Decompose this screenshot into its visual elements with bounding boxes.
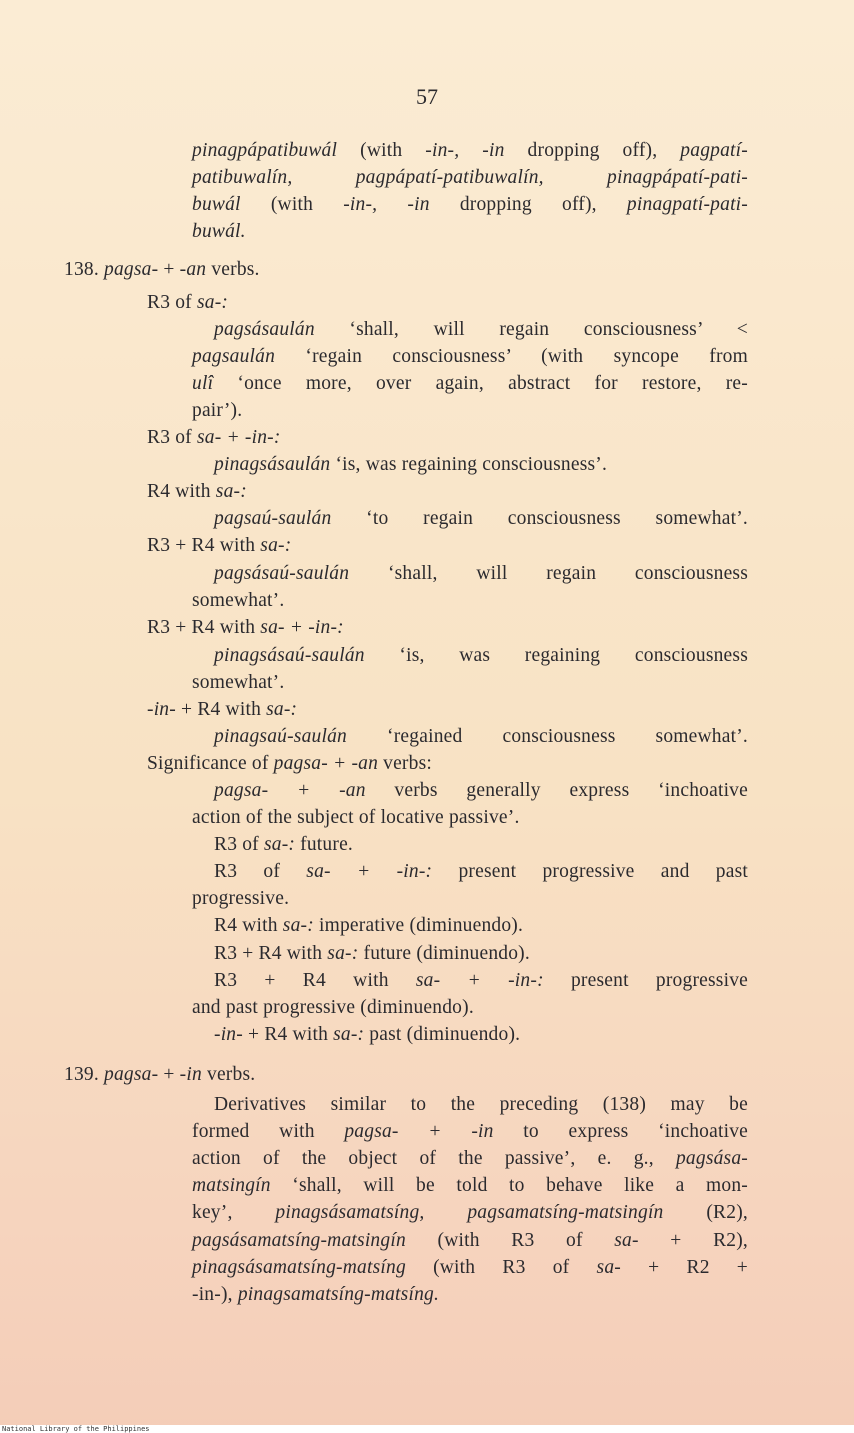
s139-line-3: action of the object of the passive’, e. g., pagsása- [192, 1148, 748, 1169]
r3-sa-example-line-3: ulî ‘once more, over again, abstract for restore, re- [192, 373, 748, 394]
r3-r4-sa-in-label: R3 + R4 with sa- + -in-: [147, 617, 344, 638]
footer-attribution: National Library of the Philippines [0, 1425, 854, 1433]
r3-r4-sa-label: R3 + R4 with sa-: [147, 535, 292, 556]
r4-sa-label: R4 with sa-: [147, 481, 247, 502]
section-138-heading: 138. pagsa- + -an verbs. [64, 259, 260, 280]
r3-r4-sa-in-example-line-2: somewhat’. [192, 672, 285, 693]
significance-line-9: and past progressive (diminuendo). [192, 997, 474, 1018]
in-r4-sa-label: -in- + R4 with sa-: [147, 699, 298, 720]
significance-line-7: R3 + R4 with sa-: future (diminuendo). [214, 943, 530, 964]
s139-line-7: pinagsásamatsíng-matsíng (with R3 of sa- + R2 + [192, 1257, 749, 1278]
s139-line-6: pagsásamatsíng-matsingín (with R3 of sa- + R2), [192, 1230, 748, 1251]
intro-line-3: buwál (with -in-, -in dropping off), pinagpatí-pati- [192, 194, 748, 215]
significance-line-2: action of the subject of locative passive’. [192, 807, 520, 828]
r3-r4-sa-in-example-line-1: pinagsásaú-saulán ‘is, was regaining consciousness [214, 645, 748, 666]
significance-line-6: R4 with sa-: imperative (diminuendo). [214, 915, 524, 936]
r3-sa-example-line-2: pagsaulán ‘regain consciousness’ (with syncope from [192, 346, 748, 367]
r3-r4-sa-example-line-2: somewhat’. [192, 590, 285, 611]
significance-line-8: R3 + R4 with sa- + -in-: present progressive [214, 970, 749, 991]
r3-sa-example-line-1: pagsásaulán ‘shall, will regain consciousness’ < [214, 319, 748, 340]
significance-line-4: R3 of sa- + -in-: present progressive and past [214, 861, 748, 882]
in-r4-sa-example: pinagsaú-saulán ‘regained consciousness somewhat’. [214, 726, 748, 747]
intro-line-1: pinagpápatibuwál (with -in-, -in dropping off), pagpatí- [192, 140, 748, 161]
s139-line-4: matsingín ‘shall, will be told to behave like a mon- [192, 1175, 748, 1196]
significance-line-10: -in- + R4 with sa-: past (diminuendo). [214, 1024, 521, 1045]
significance-heading: Significance of pagsa- + -an verbs: [147, 753, 432, 774]
intro-line-4: buwál. [192, 221, 246, 242]
r3-sa-in-label: R3 of sa- + -in-: [147, 427, 281, 448]
r4-sa-example: pagsaú-saulán ‘to regain consciousness somewhat’. [214, 508, 748, 529]
s139-line-1: Derivatives similar to the preceding (138) may be [214, 1094, 748, 1115]
r3-sa-example-line-4: pair’). [192, 400, 243, 421]
r3-r4-sa-example-line-1: pagsásaú-saulán ‘shall, will regain consciousness [214, 563, 748, 584]
significance-line-3: R3 of sa-: future. [214, 834, 354, 855]
intro-line-2: patibuwalín, pagpápatí-patibuwalín, pinagpápatí-pati- [192, 167, 748, 188]
r3-sa-label: R3 of sa-: [147, 292, 229, 313]
s139-line-2: formed with pagsa- + -in to express ‘inchoative [192, 1121, 748, 1142]
significance-line-1: pagsa- + -an verbs generally express ‘inchoative [214, 780, 748, 801]
s139-line-8: -in-), pinagsamatsíng-matsíng. [192, 1284, 440, 1305]
s139-line-5: key’, pinagsásamatsíng, pagsamatsíng-matsingín (R2), [192, 1202, 748, 1223]
significance-line-5: progressive. [192, 888, 290, 909]
section-139-heading: 139. pagsa- + -in verbs. [64, 1064, 256, 1085]
r3-sa-in-example: pinagsásaulán ‘is, was regaining consciousness’. [214, 454, 608, 475]
page-number: 57 [416, 84, 438, 109]
